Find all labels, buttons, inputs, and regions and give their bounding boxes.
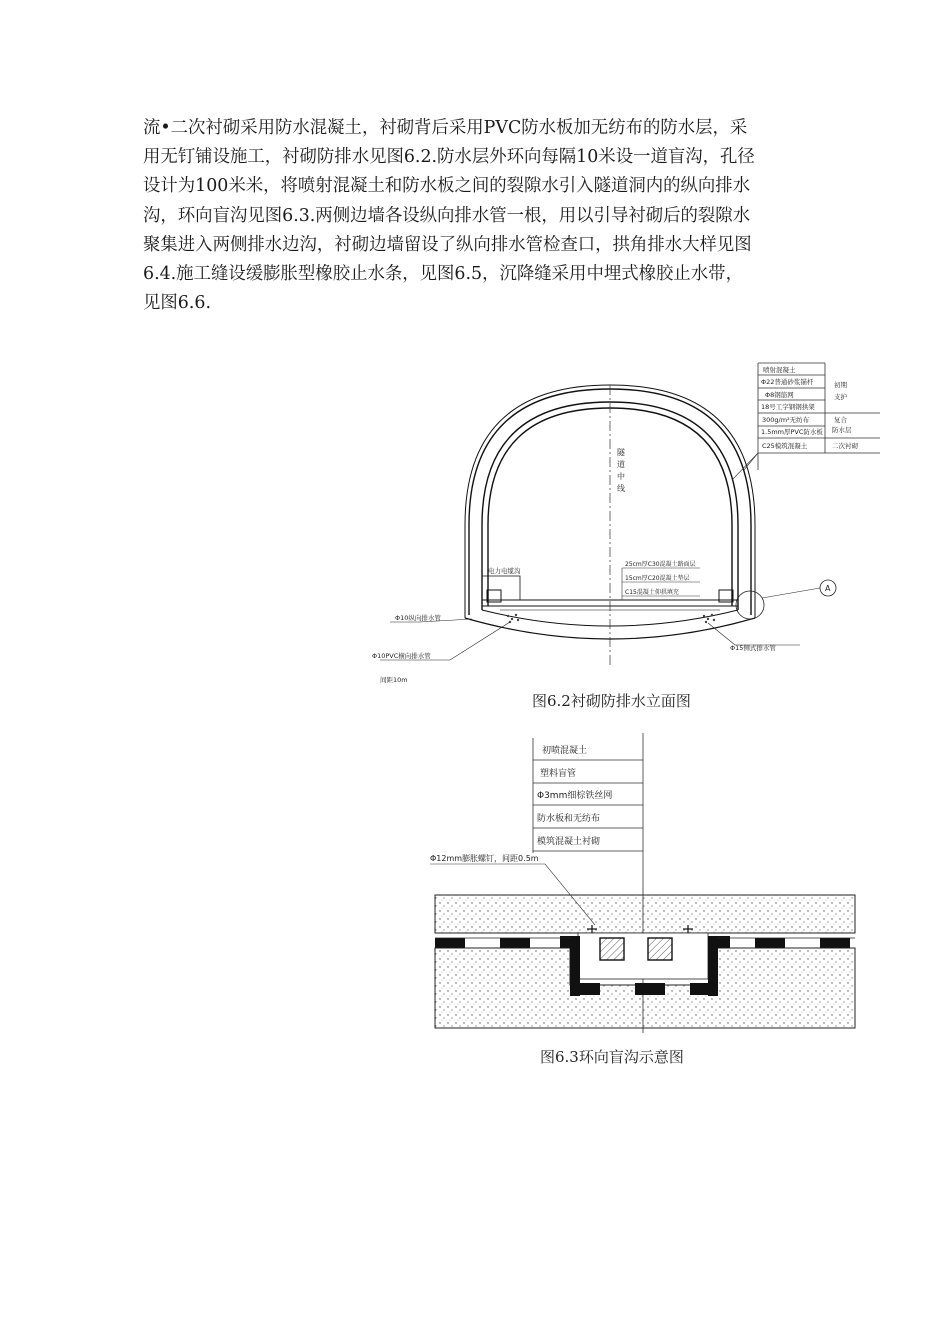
layer-label: Φ8钢筋网: [765, 391, 794, 399]
pipe-left-label: Φ10纵向排水管: [395, 614, 441, 622]
cable-ditch-label: 电力电缆沟: [488, 567, 521, 575]
bolt-label: Φ12mm膨胀螺钉，间距0.5m: [430, 854, 539, 863]
shotcrete-layer: [435, 895, 855, 933]
figure-6-3-circumferential-drain: [430, 733, 860, 1043]
figure-6-2-lining-elevation: [360, 360, 890, 695]
group-label: 复合: [834, 416, 847, 424]
layer-label: 18号工字钢钢拱架: [761, 403, 815, 411]
detail-mark: A: [825, 584, 831, 593]
group-label: 防水层: [832, 426, 852, 434]
layer-label: Φ22普通砂浆锚杆: [761, 378, 814, 386]
pipe-spacing-label: 间距10m: [380, 676, 408, 684]
group-label: 初期: [834, 381, 847, 389]
floor-layer-label: 25cm厚C30混凝土路面层: [625, 561, 696, 568]
group-label: 支护: [834, 393, 847, 401]
drain-layer-label: 防水板和无纺布: [537, 814, 601, 824]
figure-6-3-caption: 图6.3环向盲沟示意图: [540, 1048, 684, 1066]
drain-layer-label: Φ3mm细棕铁丝网: [537, 791, 613, 801]
blind-pipe: [600, 938, 624, 960]
detail-circle: [736, 591, 764, 619]
drain-layer-label: 塑料盲管: [540, 769, 577, 779]
pipe-right-label: Φ15侧式排水管: [730, 644, 776, 652]
layer-label: 喷射混凝土: [763, 366, 796, 374]
drain-layer-label: 初喷混凝土: [542, 746, 588, 756]
pipe-pvc-label: Φ10PVC横向排水管: [372, 652, 431, 660]
layer-label: 300g/m²无纺布: [762, 416, 810, 424]
layer-label: 1.5mm厚PVC防水板: [761, 428, 823, 436]
center-line-label: 隧道中线: [616, 448, 626, 496]
blind-pipe: [648, 938, 672, 960]
layer-label: C25模筑混凝土: [762, 442, 808, 450]
floor-layer-label: 15cm厚C20混凝土垫层: [625, 575, 690, 582]
group-label: 二次衬砌: [832, 442, 858, 450]
figure-6-2-caption: 图6.2衬砌防排水立面图: [532, 692, 691, 710]
floor-layer-label: C15混凝土仰拱填充: [625, 589, 679, 596]
body-paragraph: 流•二次衬砌采用防水混凝土，衬砌背后采用PVC防水板加无纺布的防水层，采 用无钉铺设施工，衬砌防排水见图6.2.防水层外环向每隔10米设一道盲沟，孔径 设计为100米米，将喷射混凝土和防水板之间的裂隙水引入隧道洞内的纵向排水 沟，环向盲沟见图6.3.两侧边墙各设纵向排水管一根，用以引导衬砌后的裂隙水 聚集进入两侧排水边沟，衬砌边墙留设了纵向排水管检查口，拱角排水大样见图 6.4.施工缝设缓膨胀型橡胶止水条，见图6.5，沉降缝采用中埋式橡胶止水带， 见图6.6.: [143, 118, 755, 314]
drain-layer-label: 模筑混凝土衬砌: [537, 837, 601, 847]
